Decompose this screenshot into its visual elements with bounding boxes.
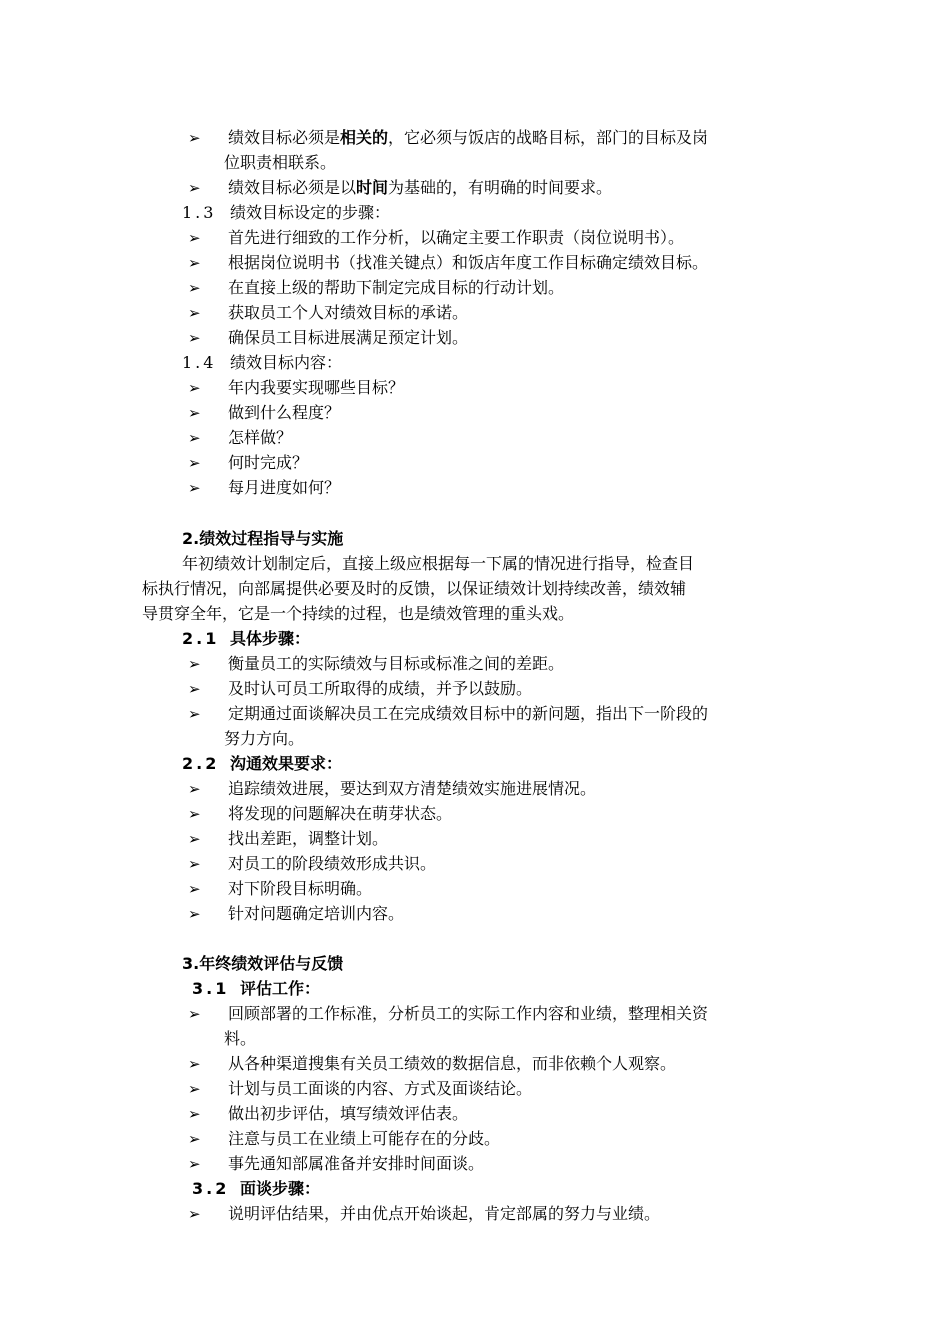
list-item	[188, 1151, 484, 1176]
section-number: 3.1	[192, 979, 230, 998]
list-item-text: 确保员工目标进展满足预定计划。	[228, 328, 469, 347]
list-item	[188, 901, 404, 926]
section-number: 2.2	[182, 754, 220, 773]
list-item-continuation: 料。	[224, 1029, 257, 1048]
list-item	[188, 1101, 468, 1126]
list-item	[188, 1051, 676, 1076]
list-item-text: 每月进度如何？	[228, 478, 341, 497]
list-item-text: 何时完成？	[228, 453, 309, 472]
arrow-bullet-icon: ➢	[188, 179, 201, 197]
arrow-bullet-icon: ➢	[188, 404, 201, 422]
arrow-bullet-icon: ➢	[188, 1105, 201, 1123]
emphasis: 相关的	[340, 128, 389, 147]
list-item	[188, 275, 564, 300]
arrow-bullet-icon: ➢	[188, 304, 201, 322]
arrow-bullet-icon: ➢	[188, 1005, 201, 1023]
list-item-text: 做出初步评估，填写绩效评估表。	[228, 1104, 469, 1123]
list-item-text: 回顾部署的工作标准，分析员工的实际工作内容和业绩，整理相关资	[228, 1004, 709, 1023]
arrow-bullet-icon: ➢	[188, 329, 201, 347]
list-item	[188, 701, 708, 726]
list-item	[188, 300, 468, 325]
list-item-text: 及时认可员工所取得的成绩，并予以鼓励。	[228, 679, 533, 698]
section-title: 面谈步骤：	[240, 1179, 321, 1198]
section-heading-1-3	[182, 200, 390, 225]
list-item-text: 对下阶段目标明确。	[228, 879, 373, 898]
paragraph-line: 导贯穿全年，它是一个持续的过程，也是绩效管理的重头戏。	[142, 604, 575, 623]
paragraph-line: 标执行情况，向部属提供必要及时的反馈，以保证绩效计划持续改善，绩效辅	[142, 579, 687, 598]
section-title: 绩效目标内容：	[230, 353, 343, 372]
text: ，它必须与饭店的战略目标，部门的目标及岗	[388, 128, 709, 147]
arrow-bullet-icon: ➢	[188, 454, 201, 472]
list-item-text: 对员工的阶段绩效形成共识。	[228, 854, 437, 873]
arrow-bullet-icon: ➢	[188, 479, 201, 497]
section-number: 2.1	[182, 629, 220, 648]
arrow-bullet-icon: ➢	[188, 379, 201, 397]
arrow-bullet-icon: ➢	[188, 905, 201, 923]
arrow-bullet-icon: ➢	[188, 1205, 201, 1223]
text: 为基础的，有明确的时间要求。	[388, 178, 613, 197]
list-item-text: 将发现的问题解决在萌芽状态。	[228, 804, 453, 823]
arrow-bullet-icon: ➢	[188, 680, 201, 698]
arrow-bullet-icon: ➢	[188, 279, 201, 297]
list-item	[188, 1201, 660, 1226]
arrow-bullet-icon: ➢	[188, 805, 201, 823]
list-item	[188, 250, 708, 275]
list-item	[188, 225, 684, 250]
list-item-text: 获取员工个人对绩效目标的承诺。	[228, 303, 469, 322]
list-item	[188, 826, 388, 851]
list-item	[188, 651, 564, 676]
section-title: 具体步骤：	[230, 629, 311, 648]
emphasis: 时间	[356, 178, 389, 197]
list-item	[188, 325, 468, 350]
arrow-bullet-icon: ➢	[188, 1130, 201, 1148]
section-number: 1.3	[182, 203, 217, 222]
list-item	[188, 1001, 708, 1026]
list-item-text: 针对问题确定培训内容。	[228, 904, 405, 923]
arrow-bullet-icon: ➢	[188, 705, 201, 723]
list-item	[188, 851, 436, 876]
arrow-bullet-icon: ➢	[188, 780, 201, 798]
list-item-text: 注意与员工在业绩上可能存在的分歧。	[228, 1129, 501, 1148]
section-heading-1-4	[182, 350, 342, 375]
list-item-text: 做到什么程度？	[228, 403, 341, 422]
section-title: 沟通效果要求：	[230, 754, 343, 773]
arrow-bullet-icon: ➢	[188, 655, 201, 673]
list-item	[188, 425, 292, 450]
list-item-text: 在直接上级的帮助下制定完成目标的行动计划。	[228, 278, 565, 297]
arrow-bullet-icon: ➢	[188, 129, 201, 147]
list-item	[188, 450, 308, 475]
arrow-bullet-icon: ➢	[188, 1080, 201, 1098]
section-number: 3.2	[192, 1179, 230, 1198]
section-heading-2-1	[182, 626, 310, 651]
text: 绩效目标必须是以	[228, 178, 357, 197]
list-item-text: 从各种渠道搜集有关员工绩效的数据信息，而非依赖个人观察。	[228, 1054, 677, 1073]
list-item-text: 怎样做？	[228, 428, 293, 447]
list-item	[188, 375, 404, 400]
section-title: 评估工作：	[240, 979, 321, 998]
section-heading-3-2	[192, 1176, 320, 1201]
list-item	[188, 1126, 500, 1151]
list-item-text: 根据岗位说明书（找准关键点）和饭店年度工作目标确定绩效目标。	[228, 253, 709, 272]
list-item	[188, 400, 340, 425]
section-title: 绩效目标设定的步骤：	[230, 203, 391, 222]
list-item-continuation: 努力方向。	[224, 729, 305, 748]
arrow-bullet-icon: ➢	[188, 1155, 201, 1173]
list-item	[188, 676, 532, 701]
list-item	[188, 475, 340, 500]
list-item	[188, 175, 612, 200]
list-item	[188, 125, 708, 150]
list-item	[188, 801, 452, 826]
section-heading-3: 3.年终绩效评估与反馈	[182, 954, 344, 973]
arrow-bullet-icon: ➢	[188, 1055, 201, 1073]
list-item	[188, 876, 372, 901]
section-heading-3-1	[192, 976, 320, 1001]
list-item-text: 追踪绩效进展，要达到双方清楚绩效实施进展情况。	[228, 779, 597, 798]
arrow-bullet-icon: ➢	[188, 855, 201, 873]
paragraph-line: 年初绩效计划制定后，直接上级应根据每一下属的情况进行指导，检查目	[182, 554, 695, 573]
arrow-bullet-icon: ➢	[188, 880, 201, 898]
section-number: 1.4	[182, 353, 217, 372]
list-item-text: 年内我要实现哪些目标？	[228, 378, 405, 397]
arrow-bullet-icon: ➢	[188, 429, 201, 447]
list-item-text: 说明评估结果，并由优点开始谈起，肯定部属的努力与业绩。	[228, 1204, 661, 1223]
arrow-bullet-icon: ➢	[188, 254, 201, 272]
list-item-text: 事先通知部属准备并安排时间面谈。	[228, 1154, 485, 1173]
list-item-text: 定期通过面谈解决员工在完成绩效目标中的新问题，指出下一阶段的	[228, 704, 709, 723]
list-item-text: 找出差距，调整计划。	[228, 829, 389, 848]
list-item-text: 衡量员工的实际绩效与目标或标准之间的差距。	[228, 654, 565, 673]
section-heading-2: 2.绩效过程指导与实施	[182, 529, 344, 548]
arrow-bullet-icon: ➢	[188, 830, 201, 848]
list-item-text: 首先进行细致的工作分析，以确定主要工作职责（岗位说明书）。	[228, 228, 685, 247]
list-item-continuation: 位职责相联系。	[224, 153, 337, 172]
text: 绩效目标必须是	[228, 128, 341, 147]
list-item	[188, 776, 596, 801]
list-item	[188, 1076, 532, 1101]
section-heading-2-2	[182, 751, 342, 776]
list-item-text: 计划与员工面谈的内容、方式及面谈结论。	[228, 1079, 533, 1098]
arrow-bullet-icon: ➢	[188, 229, 201, 247]
